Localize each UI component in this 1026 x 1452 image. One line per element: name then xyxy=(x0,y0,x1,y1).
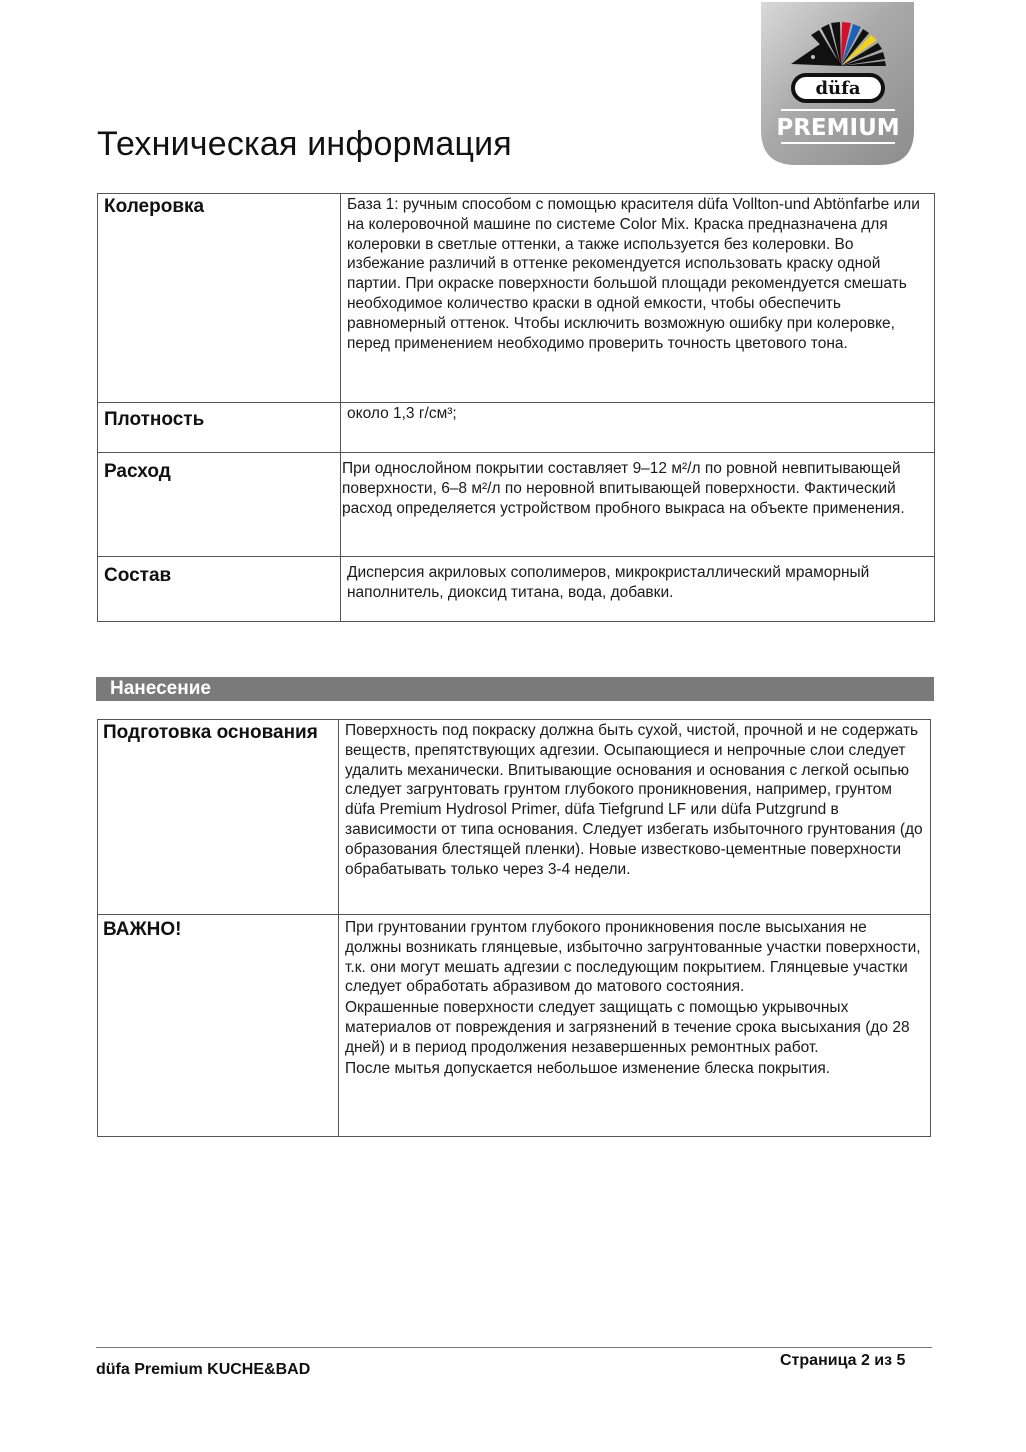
table-row xyxy=(98,557,935,622)
paragraph: Поверхность под покраску должна быть сухой, чистой, прочной и не содержать веществ, препятствующих адгезии. Осыпающиеся и непрочные слои следует удалить механически. Впитывающие основания и основания с легкой осыпью следует загрунтовать грунтом глубокого проникновения, например, грунтом düfa Premium Hydrosol Primer, düfa Tiefgrund LF или düfa Putzgrund в зависимости от типа основания. Следует избегать избыточного грунтования (до образования блестящей пленки). Новые известково-цементные поверхности обрабатывать только через 3-4 недели. xyxy=(345,722,923,878)
application-value xyxy=(339,720,931,915)
application-value xyxy=(339,915,931,1137)
paragraph: После мытья допускается небольшое изменение блеска покрытия. xyxy=(345,1059,831,1077)
footer-page-number: Страница 2 из 5 xyxy=(780,1352,906,1369)
application-label: ВАЖНО! xyxy=(98,915,339,1137)
table-row xyxy=(98,194,935,403)
dufa-fan-logo-icon xyxy=(761,2,914,165)
properties-table xyxy=(97,193,935,622)
logo-tagline-text: PREMIUM xyxy=(776,115,900,141)
table-row xyxy=(98,453,935,557)
property-label: Колеровка xyxy=(98,194,341,403)
application-label: Подготовка основания xyxy=(98,720,339,915)
footer-divider xyxy=(96,1347,932,1348)
property-label: Расход xyxy=(98,453,341,557)
property-value: База 1: ручным способом с помощью красителя düfa Vollton-und Abtönfarbe или на колеровочной машине по системе Color Mix. Краска предназначена для колеровки в светлые оттенки, а также используется без колеровки. Во избежание различий в оттенке рекомендуется использовать краску одной партии. При окраске поверхности большой площади рекомендуется смешать необходимое количество краски в одной емкости, чтобы обеспечить равномерный оттенок. Чтобы исключить возможную ошибку при колеровке, перед применением необходимо проверить точность цветового тона. xyxy=(341,194,935,403)
property-label: Состав xyxy=(98,557,341,622)
property-label: Плотность xyxy=(98,403,341,453)
section-header-application: Нанесение xyxy=(96,677,934,701)
paragraph: При грунтовании грунтом глубокого проникновения после высыхания не должны возникать глянцевые, избыточно загрунтованные участки поверхности, т.к. они могут мешать адгезии с последующим покрытием. Глянцевые участки следует обработать абразивом до матового состояния. xyxy=(345,919,921,996)
footer-product-name: düfa Premium KUCHE&BAD xyxy=(96,1361,311,1378)
dufa-premium-logo xyxy=(761,2,914,165)
property-value: Дисперсия акриловых сополимеров, микрокристаллический мраморный наполнитель, диоксид титана, вода, добавки. xyxy=(341,557,935,622)
paragraph: Окрашенные поверхности следует защищать с помощью укрывочных материалов от повреждения и загрязнений в течение срока высыхания (до 28 дней) и в период продолжения незавершенных ремонтных работ. xyxy=(345,999,910,1056)
page-title: Техническая информация xyxy=(97,124,512,163)
logo-brand-text: düfa xyxy=(815,78,861,99)
table-row xyxy=(98,720,931,915)
table-row xyxy=(98,915,931,1137)
application-table xyxy=(97,719,931,1137)
property-value: около 1,3 г/см³; xyxy=(341,403,935,453)
property-value: При однослойном покрытии составляет 9–12 м²/л по ровной невпитывающей поверхности, 6–8 м²/л по неровной впитывающей поверхности. Фактический расход определяется устройством пробного выкраса на объекте применения. xyxy=(341,453,935,557)
table-row xyxy=(98,403,935,453)
